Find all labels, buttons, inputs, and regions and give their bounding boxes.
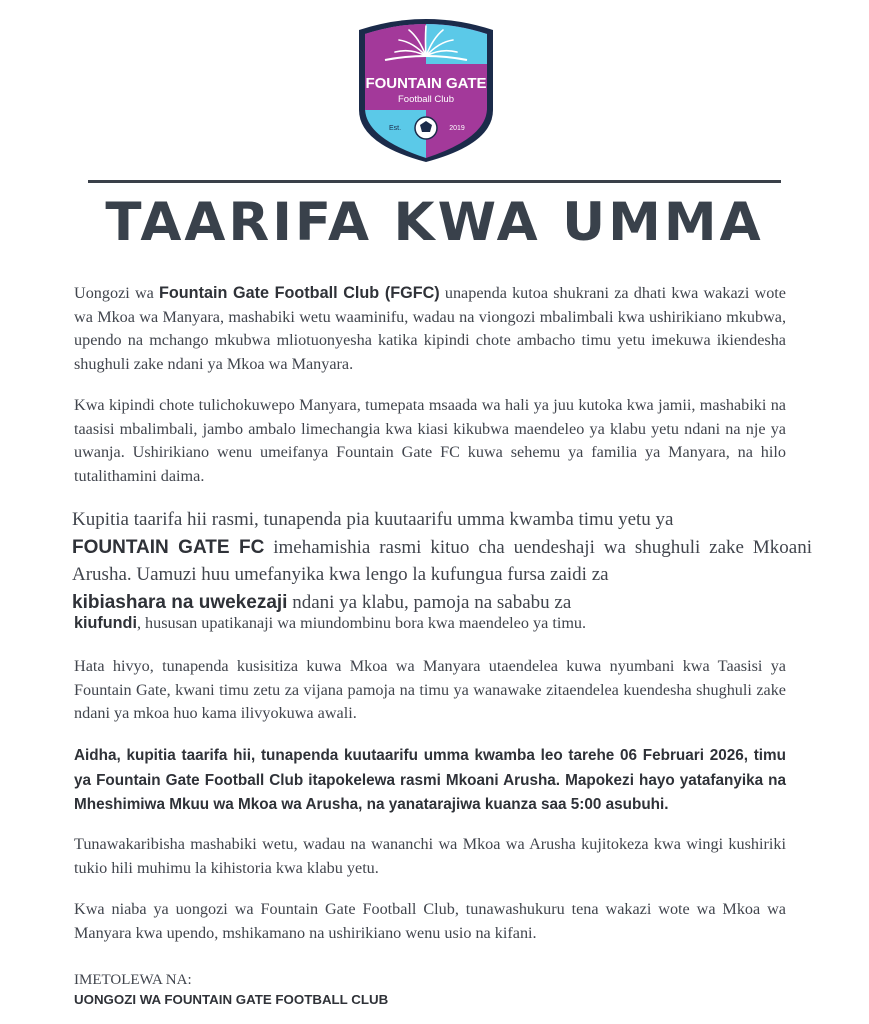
paragraph-thanks: Uongozi wa Fountain Gate Football Club (FGFC) unapenda kutoa shukrani za dhati kwa wakazi wote wa Mkoa wa Manyara, mashabiki wetu waaminifu, wadau na viongozi mbalimbali kwa ushirikiano mkubwa, upendo na mchango mkubwa mliotuonyesha katika kipindi chote ambacho timu yetu imekuwa ikiendesha shughuli zake ndani ya Mkoa wa Manyara.: [74, 284, 786, 373]
signature-label: IMETOLEWA NA:: [74, 972, 192, 988]
logo-year: 2019: [449, 125, 465, 132]
logo-est: Est.: [388, 125, 402, 132]
paragraph-relocation: Kupitia taarifa hii rasmi, tunapenda pia kuutaarifu umma kwamba timu yetu ya FOUNTAIN GATE FC imehamishia rasmi kituo cha uendeshaji wa shughuli zake Mkoani Arusha. Uamuzi huu umefanyika kwa lengo la kufungua fursa zaidi za kibiashara na uwekezaji ndani ya klabu, pamoja na sababu za: [72, 509, 812, 613]
paragraph-closing: Kwa niaba ya uongozi wa Fountain Gate Football Club, tunawashukuru tena wakazi wote wa Mkoa wa Manyara kwa upendo, mshikamano na ushirikiano wenu usio na kifani.: [74, 900, 786, 942]
paragraph-invitation: Tunawakaribisha mashabiki wetu, wadau na wananchi wa Mkoa wa Arusha kujitokeza kwa wingi kushiriki tukio hili muhimu la kihistoria kwa klabu yetu.: [74, 835, 786, 877]
club-crest-icon: [355, 12, 497, 162]
heading-rule: [88, 180, 781, 183]
paragraph-relocation-tail: kiufundi, hususan upatikanaji wa miundombinu bora kwa maendeleo ya timu.: [74, 614, 587, 632]
paragraph-manyara-home: Hata hivyo, tunapenda kusisitiza kuwa Mkoa wa Manyara utaendelea kuwa nyumbani kwa Taasisi ya Fountain Gate, kwani timu zetu za vijana pamoja na timu ya wanawake zitaendelea kuendesha shughuli zake ndani ya mkoa huo kama ilivyokuwa awali.: [74, 657, 786, 723]
page-title: TAARIFA KWA UMMA: [105, 192, 764, 253]
logo-sub: Football Club: [398, 94, 454, 105]
paragraph-reception: Aidha, kupitia taarifa hii, tunapenda kuutaarifu umma kwamba leo tarehe 06 Februari 2026, timu ya Fountain Gate Football Club itapokelewa rasmi Mkoani Arusha. Mapokezi hayo yatafanyika na Mheshimiwa Mkuu wa Mkoa wa Arusha, na yanatarajiwa kuanza saa 5:00 asubuhi.: [74, 747, 786, 813]
club-logo: [355, 12, 497, 162]
logo-name: FOUNTAIN GATE: [365, 75, 487, 92]
paragraph-support: Kwa kipindi chote tulichokuwepo Manyara, tumepata msaada wa hali ya juu kutoka kwa jamii, mashabiki na taasisi mbalimbali, jambo ambalo limechangia kwa kiasi kikubwa maendeleo ya klabu yetu ndani na nje ya uwanja. Ushirikiano wenu umeifanya Fountain Gate FC kuwa sehemu ya familia ya Manyara, na hilo tutalithamini daima.: [74, 396, 786, 485]
signature-issuer: UONGOZI WA FOUNTAIN GATE FOOTBALL CLUB: [74, 992, 389, 1007]
